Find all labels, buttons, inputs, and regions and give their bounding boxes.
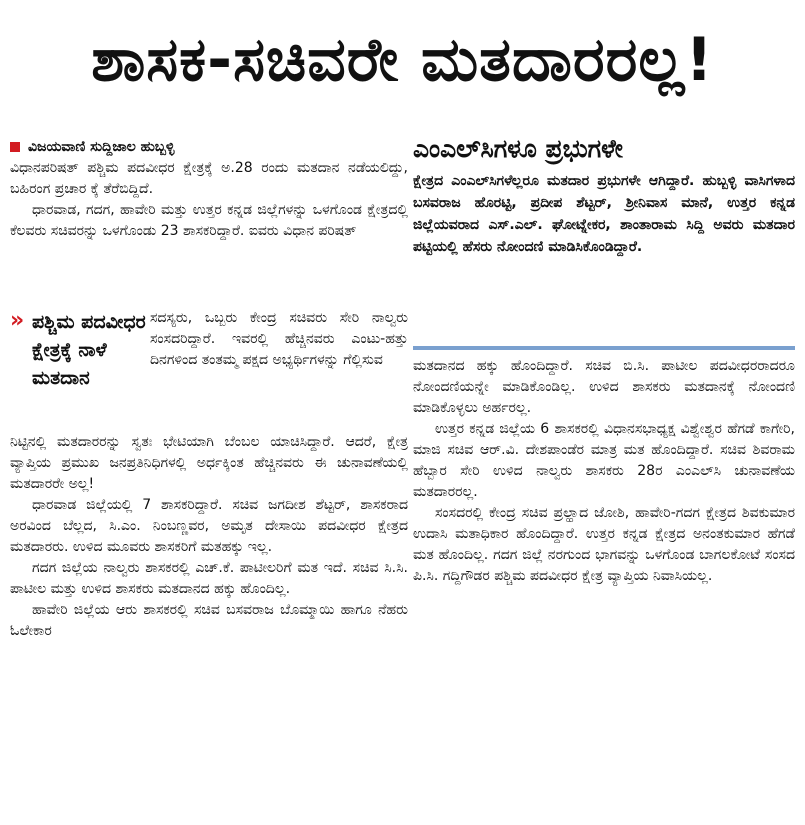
paragraph: ನಿಟ್ಟಿನಲ್ಲಿ ಮತದಾರರನ್ನು ಸ್ವತಃ ಭೇಟಿಯಾಗಿ ಬೆಂಬಲ ಯಾಚಿಸಿದ್ದಾರೆ. ಆದರೆ, ಕ್ಷೇತ್ರ ವ್ಯಾಪ್ತಿಯ ಪ್ರಮುಖ ಜನಪ್ರತಿನಿಧಿಗಳಲ್ಲಿ ಅರ್ಧಕ್ಕಿಂತ ಹೆಚ್ಚಿನವರು ಈ ಚುನಾವಣೆಯಲ್ಲಿ ಮತದಾರರೇ ಅಲ್ಲ! xyxy=(10,434,408,492)
paragraph: ವಿಧಾನಪರಿಷತ್ ಪಶ್ಚಿಮ ಪದವೀಧರ ಕ್ಷೇತ್ರಕ್ಕೆ ಅ.28 ರಂದು ಮತದಾನ ನಡೆಯಲಿದ್ದು, ಬಹಿರಂಗ ಪ್ರಚಾರ ಕ್ಕೆ ತೆರೆಬಿದ್ದಿದೆ. xyxy=(10,160,408,197)
paragraph: ಸಂಸದರಲ್ಲಿ ಕೇಂದ್ರ ಸಚಿವ ಪ್ರಲ್ಹಾದ ಜೋಶಿ, ಹಾವೇರಿ-ಗದಗ ಕ್ಷೇತ್ರದ ಶಿವಕುಮಾರ ಉದಾಸಿ ಮತಾಧಿಕಾರ ಹೊಂದಿದ್ದಾರೆ. ಉತ್ತರ ಕನ್ನಡ ಕ್ಷೇತ್ರದ ಅನಂತಕುಮಾರ ಹೆಗಡೆ ಮತ ಹೊಂದಿಲ್ಲ. ಗದಗ ಜಿಲ್ಲೆ ನರಗುಂದ ಭಾಗವನ್ನು ಒಳಗೊಂಡ ಬಾಗಲಕೋಟೆ ಸಂಸದ ಪಿ.ಸಿ. ಗದ್ದಿಗೌಡರ ಪಶ್ಚಿಮ ಪದವೀಧರ ಕ್ಷೇತ್ರ ವ್ಯಾಪ್ತಿಯ ನಿವಾಸಿಯಲ್ಲ. xyxy=(413,505,795,584)
paragraph: ಸದಸ್ಯರು, ಒಬ್ಬರು ಕೇಂದ್ರ ಸಚಿವರು ಸೇರಿ ನಾಲ್ವರು ಸಂಸದರಿದ್ದಾರೆ. ಇವರಲ್ಲಿ ಹೆಚ್ಚಿನವರು ಎಂಟು-ಹತ್ತು ದಿನಗಳಿಂದ ತಂತಮ್ಮ ಪಕ್ಷದ ಅಭ್ಯರ್ಥಿಗಳನ್ನು ಗೆಲ್ಲಿಸುವ xyxy=(150,310,408,368)
paragraph: ಧಾರವಾಡ, ಗದಗ, ಹಾವೇರಿ ಮತ್ತು ಉತ್ತರ ಕನ್ನಡ ಜಿಲ್ಲೆಗಳನ್ನು ಒಳಗೊಂಡ ಕ್ಷೇತ್ರದಲ್ಲಿ ಕೆಲವರು ಸಚಿವರನ್ನು ಒಳಗೊಂಡು 23 ಶಾಸಕರಿದ್ದಾರೆ. ಐವರು ವಿಧಾನ ಪರಿಷತ್ xyxy=(10,202,408,239)
subhead-box xyxy=(413,132,795,258)
paragraph: ಉತ್ತರ ಕನ್ನಡ ಜಿಲ್ಲೆಯ 6 ಶಾಸಕರಲ್ಲಿ ವಿಧಾನಸಭಾಧ್ಯಕ್ಷ ವಿಶ್ವೇಶ್ವರ ಹೆಗಡೆ ಕಾಗೇರಿ, ಮಾಜಿ ಸಚಿವ ಆರ್.ವಿ. ದೇಶಪಾಂಡೆರ ಮಾತ್ರ ಮತ ಹೊಂದಿದ್ದಾರೆ. ಸಚಿವ ಶಿವರಾಮ ಹೆಬ್ಬಾರ ಸೇರಿ ಉಳಿದ ನಾಲ್ವರು ಶಾಸಕರು 28ರ ಎಂಎಲ್‌ಸಿ ಚುನಾವಣೆಯ ಮತದಾರರಲ್ಲ. xyxy=(413,421,795,500)
pullout-text: ಪಶ್ಚಿಮ ಪದವೀಧರ ಕ್ಷೇತ್ರಕ್ಕೆ ನಾಳೆ ಮತದಾನ xyxy=(32,311,146,389)
headline-area xyxy=(8,0,797,120)
pullout-quote xyxy=(10,308,150,426)
subhead-body: ಕ್ಷೇತ್ರದ ಎಂಎಲ್‌ಸಿಗಳೆಲ್ಲರೂ ಮತದಾರ ಪ್ರಭುಗಳೇ ಆಗಿದ್ದಾರೆ. ಹುಬ್ಬಳ್ಳಿ ವಾಸಿಗಳಾದ ಬಸವರಾಜ ಹೊರಟ್ಟಿ, ಪ್ರದೀಪ ಶೆಟ್ಟರ್, ಶ್ರೀನಿವಾಸ ಮಾನೆ, ಉತ್ತರ ಕನ್ನಡ ಜಿಲ್ಲೆಯವರಾದ ಎಸ್.ಎಲ್. ಘೋಟ್ನೇಕರ, ಶಾಂತಾರಾಮ ಸಿದ್ದಿ ಅವರು ಮತದಾರ ಪಟ್ಟಿಯಲ್ಲಿ ಹೆಸರು ನೋಂದಣಿ ಮಾಡಿಸಿಕೊಂಡಿದ್ದಾರೆ. xyxy=(413,173,795,255)
byline-source: ವಿಜಯವಾಣಿ ಸುದ್ದಿಜಾಲ ಹುಬ್ಬಳ್ಳಿ xyxy=(28,139,175,155)
byline xyxy=(10,136,405,158)
headline: ಶಾಸಕ-ಸಚಿವರೇ ಮತದಾರರಲ್ಲ! xyxy=(91,25,714,95)
left-intro xyxy=(10,158,408,242)
double-chevron-icon: » xyxy=(10,308,25,333)
paragraph: ಹಾವೇರಿ ಜಿಲ್ಲೆಯ ಆರು ಶಾಸಕರಲ್ಲಿ ಸಚಿವ ಬಸವರಾಜ ಬೊಮ್ಮಾಯಿ ಹಾಗೂ ನೆಹರು ಓಲೇಕಾರ xyxy=(10,602,408,639)
paragraph: ಗದಗ ಜಿಲ್ಲೆಯ ನಾಲ್ವರು ಶಾಸಕರಲ್ಲಿ ಎಚ್.ಕೆ. ಪಾಟೀಲರಿಗೆ ಮತ ಇದೆ. ಸಚಿವ ಸಿ.ಸಿ. ಪಾಟೀಲ ಮತ್ತು ಉಳಿದ ಶಾಸಕರು ಮತದಾನದ ಹಕ್ಕು ಹೊಂದಿಲ್ಲ. xyxy=(10,560,408,597)
divider xyxy=(413,346,795,350)
subhead-title: ಎಂಎಲ್‌ಸಿಗಳೂ ಪ್ರಭುಗಳೇ xyxy=(413,134,623,163)
left-after xyxy=(10,432,408,642)
left-mid xyxy=(150,308,408,371)
red-square-icon xyxy=(10,142,20,152)
right-column xyxy=(413,356,795,587)
paragraph: ಮತದಾನದ ಹಕ್ಕು ಹೊಂದಿದ್ದಾರೆ. ಸಚಿವ ಬಿ.ಸಿ. ಪಾಟೀಲ ಪದವೀಧರರಾದರೂ ನೋಂದಣಿಯನ್ನೇ ಮಾಡಿಕೊಂಡಿಲ್ಲ. ಉಳಿದ ಶಾಸಕರು ಮತದಾನಕ್ಕೆ ನೋಂದಣಿ ಮಾಡಿಕೊಳ್ಳಲು ಅರ್ಹರಲ್ಲ. xyxy=(413,358,795,416)
paragraph: ಧಾರವಾಡ ಜಿಲ್ಲೆಯಲ್ಲಿ 7 ಶಾಸಕರಿದ್ದಾರೆ. ಸಚಿವ ಜಗದೀಶ ಶೆಟ್ಟರ್, ಶಾಸಕರಾದ ಅರವಿಂದ ಬೆಲ್ಲದ, ಸಿ.ಎಂ. ನಿಂಬಣ್ಣವರ, ಅಮೃತ ದೇಸಾಯಿ ಪದವೀಧರ ಕ್ಷೇತ್ರದ ಮತದಾರರು. ಉಳಿದ ಮೂವರು ಶಾಸಕರಿಗೆ ಮತಹಕ್ಕು ಇಲ್ಲ. xyxy=(10,497,408,555)
